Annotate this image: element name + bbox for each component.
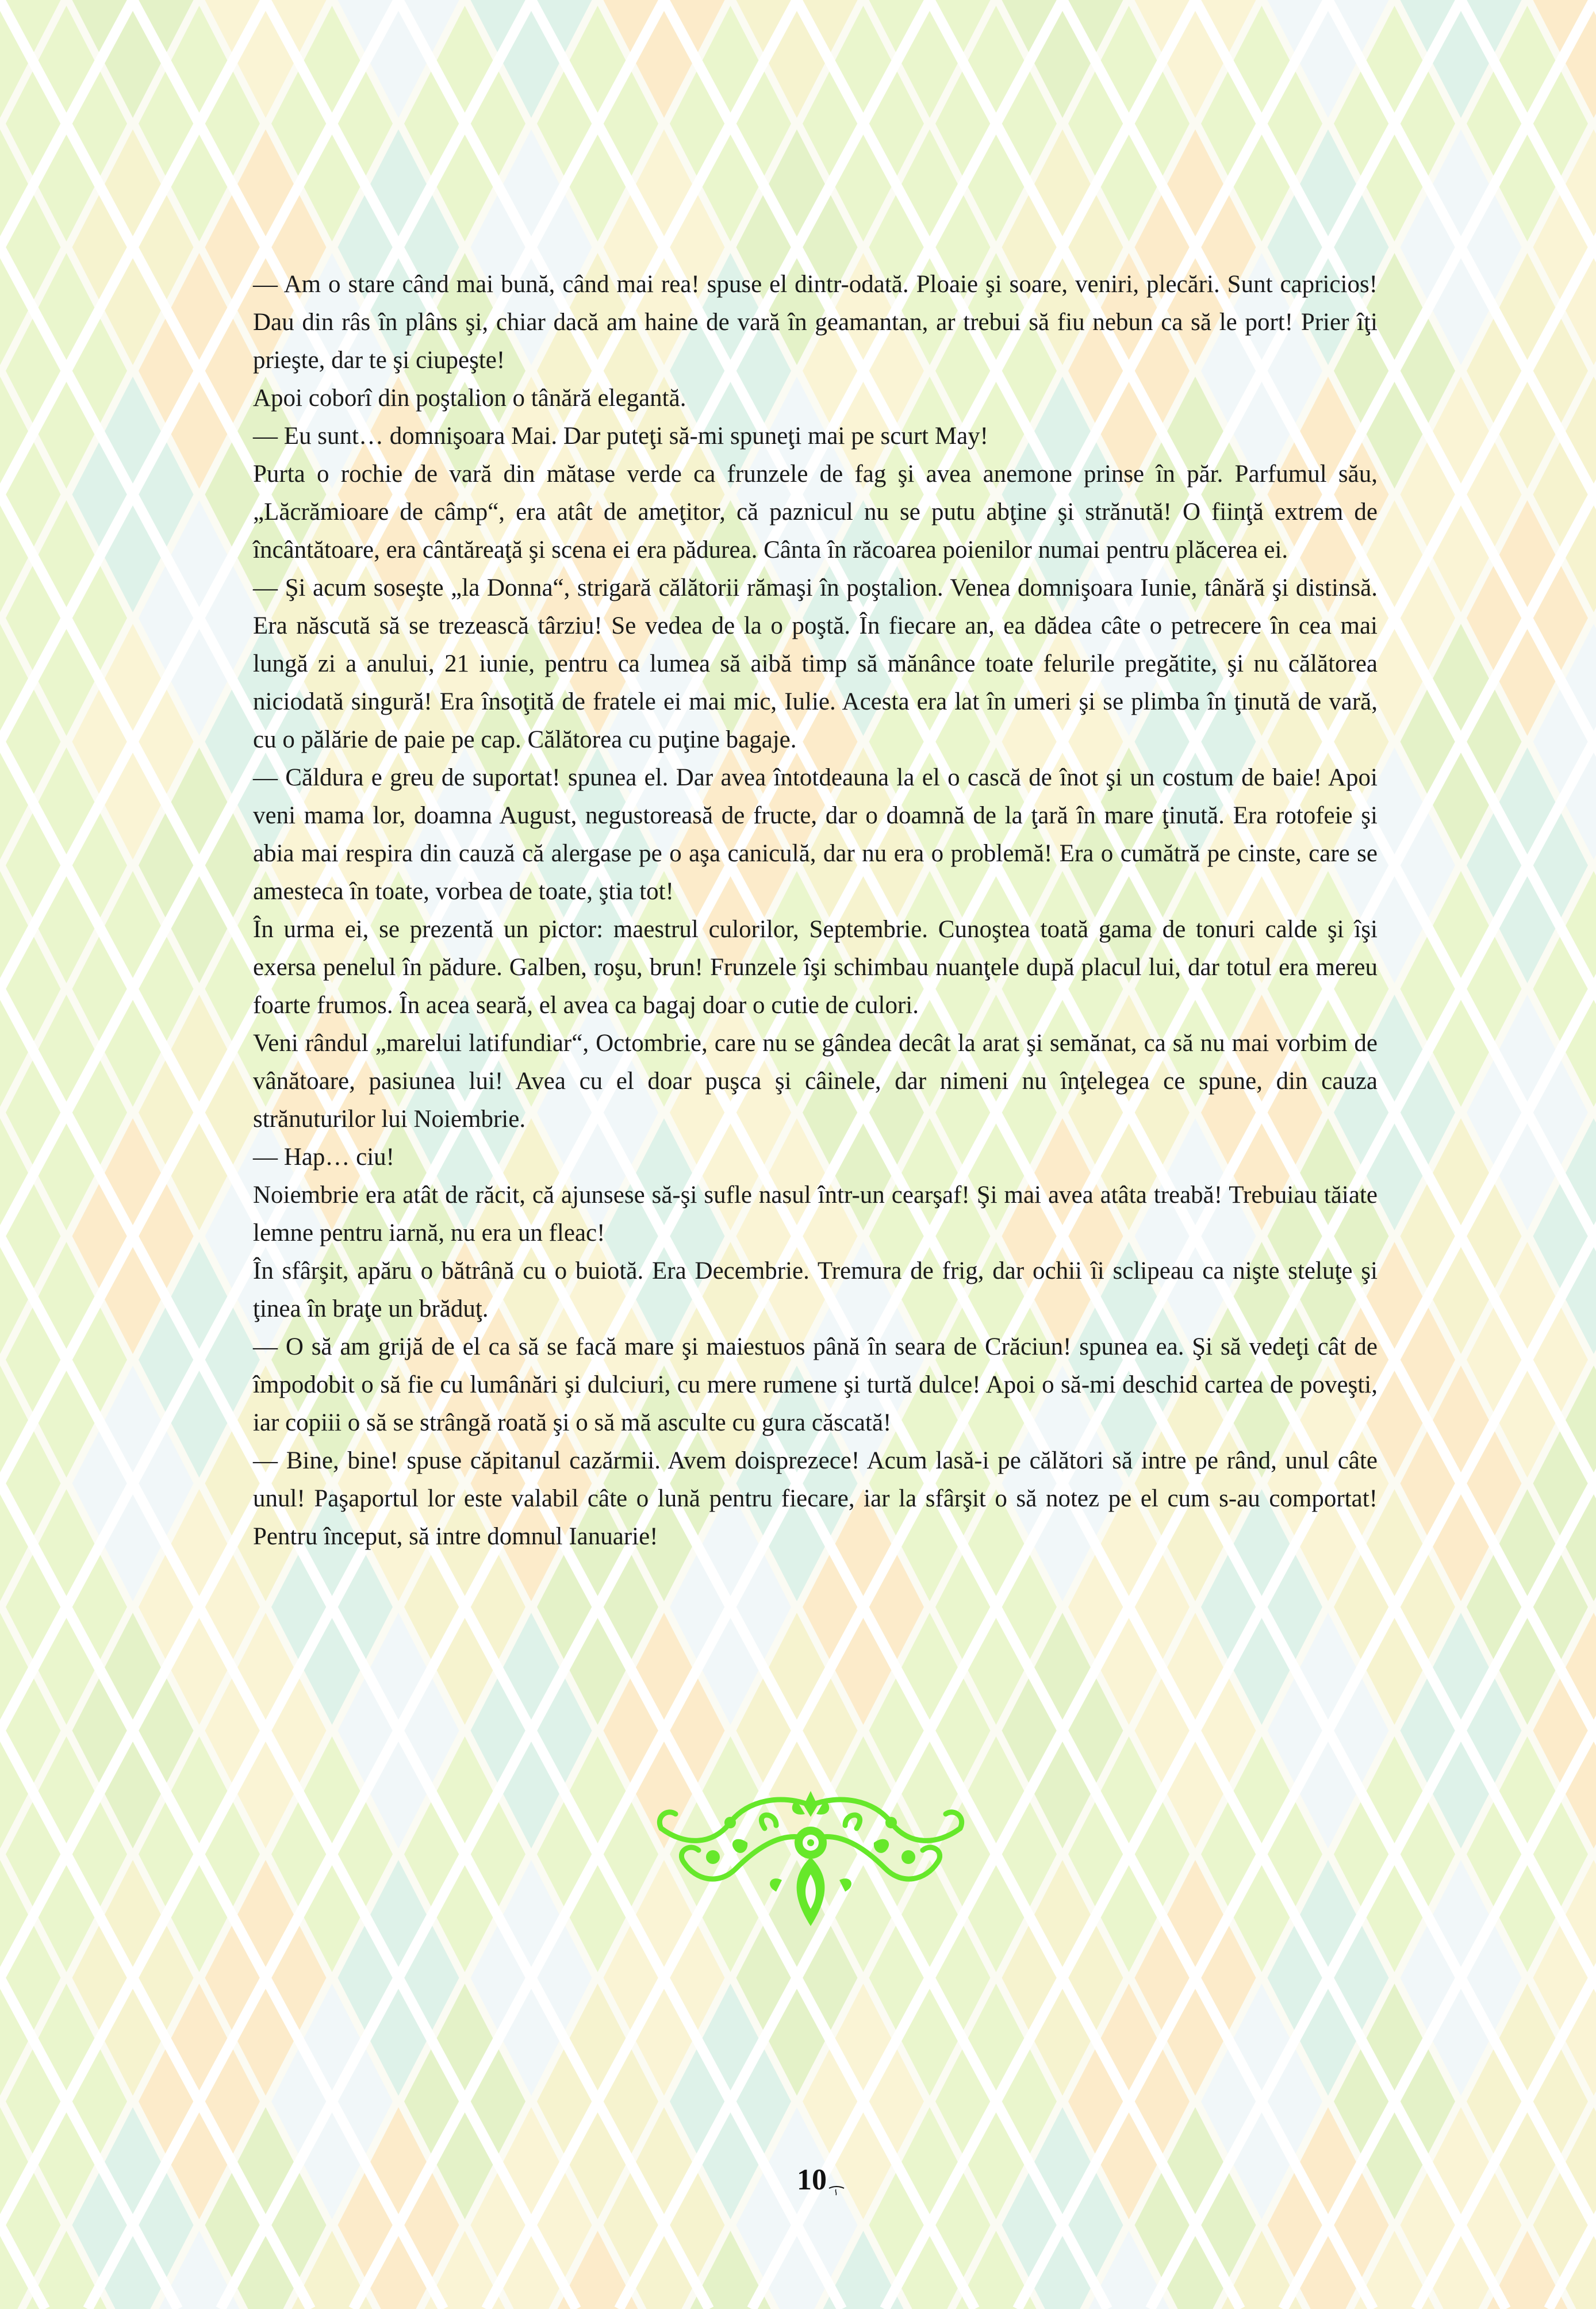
paragraph: Purta o rochie de vară din mătase verde ca frunzele de fag şi avea anemone prinse în păr. Parfumul său, „Lăcrămioare de câmp“, era atât de ameţitor, că paznicul nu se putu abţine şi strănută! O fiinţă extrem de încântătoare, era cântăreaţă şi scena ei era pădurea. Cânta în răcoarea poienilor numai pentru plăcerea ei. <box>253 461 1378 563</box>
paragraph: Veni rândul „marelui latifundiar“, Octombrie, care nu se gândea decât la arat şi semănat, ca să nu mai vorbim de vânătoare, pasiunea lui! Avea cu el doar puşca şi câinele, dar nimeni nu înţelegea ce spune, din cauza strănuturilor lui Noiembrie. <box>253 1030 1378 1133</box>
paragraph: — Şi acum soseşte „la Donna“, strigară călătorii rămaşi în poştalion. Venea domnişoara Iunie, tânără şi distinsă. Era născută să se trezească târziu! Se vedea de la o poştă. În fiecare an, ea dădea câte o petrecere în cea mai lungă zi a anului, 21 iunie, pentru ca lumea să aibă timp să mănânce toate felurile pregătite, şi nu călătorea niciodată singură! Era însoţită de fratele ei mai mic, Iulie. Acesta era lat în umeri şi se plimba în ţinută de vară, cu o pălărie de paie pe cap. Călătorea cu puţine bagaje. <box>253 574 1378 753</box>
floral-ornament-icon <box>650 1788 972 1929</box>
paragraph: Noiembrie era atât de răcit, că ajunsese să-şi sufle nasul într-un cearşaf! Şi mai avea atâta treabă! Trebuiau tăiate lemne pentru iarnă, nu era un fleac! <box>253 1182 1378 1246</box>
page-number: 10 <box>797 2164 827 2196</box>
paragraph: — Am o stare când mai bună, când mai rea! spuse el dintr-odată. Ploaie şi soare, veniri, plecări. Sunt capricios! Dau din râs în plâns şi, chiar dacă am haine de vară în geamantan, ar trebui să fiu nebun ca să le port! Prier îţi prieşte, dar te şi ciupeşte! <box>253 271 1378 374</box>
paragraph: — O să am grijă de el ca să se facă mare şi maiestuos până în seara de Crăciun! spunea ea. Şi să vedeţi cât de împodobit o să fie cu lumânări şi dulciuri, cu mere rumene şi turtă dulce! Apoi o să-mi deschid cartea de poveşti, iar copiii o să se strângă roată şi o să mă asculte cu gura căscată! <box>253 1333 1378 1436</box>
paragraph: În urma ei, se prezentă un pictor: maestrul culorilor, Septembrie. Cunoştea toată gama de tonuri calde şi îşi exersa penelul în pădure. Galben, roşu, brun! Frunzele îşi schimbau nuanţele după placul lui, dar totul era mereu foarte frumos. În acea seară, el avea ca bagaj doar o cutie de culori. <box>253 916 1378 1019</box>
page-number-flourish-icon <box>828 2186 845 2196</box>
paragraph: — Bine, bine! spuse căpitanul cazărmii. Avem doisprezece! Acum lasă-i pe călători să intre pe rând, unul câte unul! Paşaportul lor este valabil câte o lună pentru fiecare, iar la sfârşit o să notez pe el cum s-au comportat! Pentru început, să intre domnul Ianuarie! <box>253 1447 1378 1550</box>
paragraph: — Hap… ciu! <box>253 1144 394 1171</box>
paragraph: — Eu sunt… domnişoara Mai. Dar puteţi să-mi spuneţi mai pe scurt May! <box>253 423 988 450</box>
paragraph: În sfârşit, apăru o bătrână cu o buiotă. Era Decembrie. Tremura de frig, dar ochii îi sclipeau ca nişte steluţe şi ţinea în braţe un brăduţ. <box>253 1257 1378 1322</box>
paragraph: — Căldura e greu de suportat! spunea el. Dar avea întotdeauna la el o cască de înot şi un costum de baie! Apoi veni mama lor, doamna August, negustoreasă de fructe, dar o doamnă de la ţară în mare ţinută. Era rotofeie şi abia mai respira din cauză că alergase pe o aşa caniculă, dar nu era o problemă! Era o cumătră pe cinste, care se amesteca în toate, vorbea de toate, ştia tot! <box>253 764 1378 905</box>
story-text <box>253 266 1378 1556</box>
paragraph: Apoi coborî din poştalion o tânără elegantă. <box>253 385 686 412</box>
